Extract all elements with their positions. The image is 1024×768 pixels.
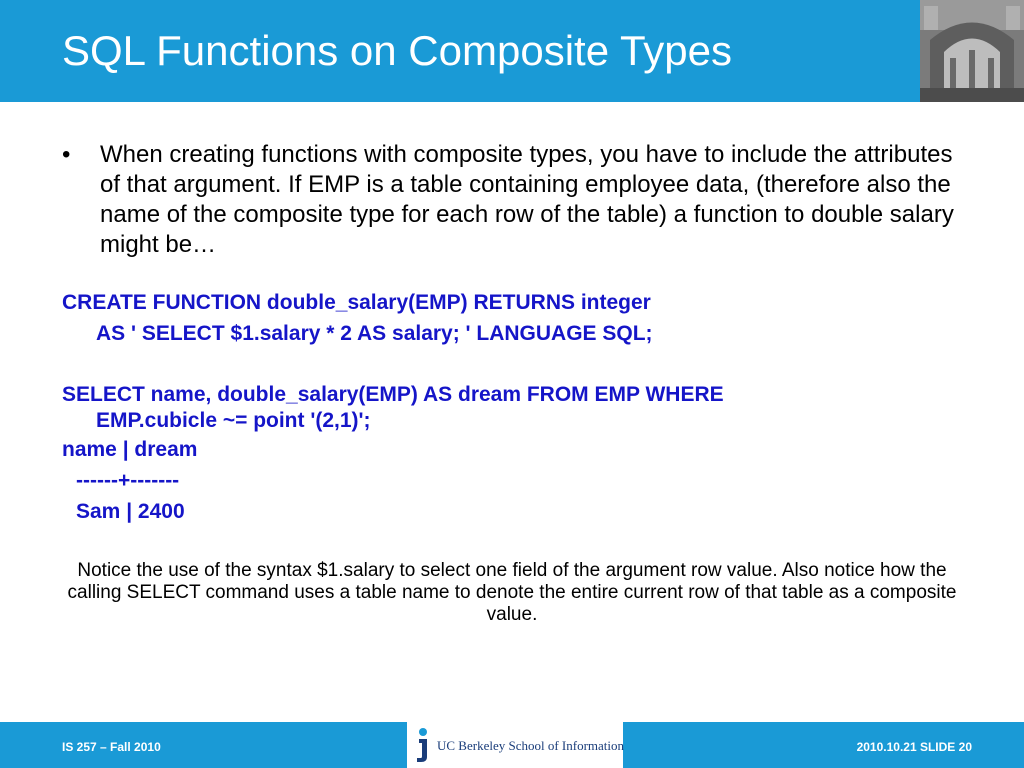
bullet-text: When creating functions with composite types, you have to include the attributes of that argument. If EMP is a table containing employee data, (therefore also the name of the composite type for each row of the table) a function to double salary might be… bbox=[100, 141, 954, 258]
logo-text: UC Berkeley School of Information bbox=[437, 738, 625, 753]
code-line: ------+------- bbox=[76, 469, 180, 492]
code-line: AS ' SELECT $1.salary * 2 AS salary; ' LANGUAGE SQL; bbox=[96, 322, 653, 345]
code-line: CREATE FUNCTION double_salary(EMP) RETURNS integer bbox=[62, 291, 651, 314]
info-i-icon bbox=[413, 727, 431, 763]
bullet-dot-icon: • bbox=[62, 141, 71, 168]
course-label: IS 257 – Fall 2010 bbox=[62, 740, 161, 754]
school-logo bbox=[407, 722, 623, 768]
code-line: SELECT name, double_salary(EMP) AS dream FROM EMP WHERE bbox=[62, 383, 724, 406]
building-photo bbox=[920, 0, 1024, 102]
footer-bar bbox=[0, 722, 1024, 768]
slide-body bbox=[0, 102, 1024, 722]
note-paragraph: Notice the use of the syntax $1.salary to select one field of the argument row value. Also notice how the calling SELECT command uses a table name to denote the entire current row of that table as a composite value. bbox=[67, 560, 957, 625]
title-bar bbox=[0, 0, 1024, 102]
code-line: EMP.cubicle ~= point '(2,1)'; bbox=[96, 409, 371, 432]
slide-title: SQL Functions on Composite Types bbox=[62, 27, 733, 74]
code-line: name | dream bbox=[62, 438, 198, 461]
slide-number-label: 2010.10.21 SLIDE 20 bbox=[856, 740, 972, 754]
code-line: Sam | 2400 bbox=[76, 500, 185, 523]
